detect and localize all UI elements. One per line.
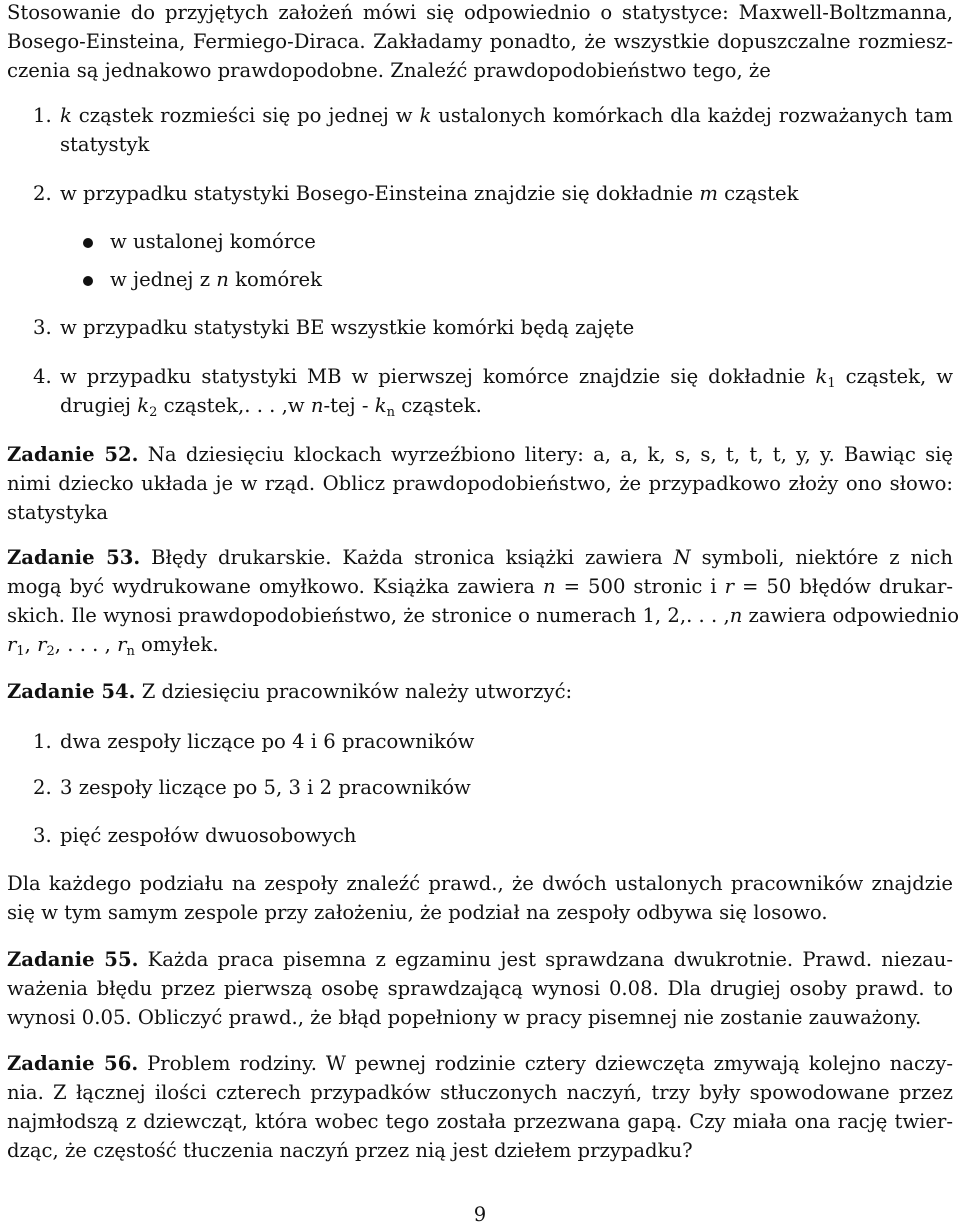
- math-var: k: [137, 394, 150, 417]
- text-run: ,: [24, 633, 38, 656]
- zadanie-53-line: [7, 546, 953, 570]
- page-number: 9: [473, 1203, 487, 1226]
- math-var: N: [673, 546, 691, 569]
- list-number: 3.: [33, 824, 52, 847]
- bullet-item: [110, 268, 322, 292]
- list-number: 1.: [33, 104, 52, 127]
- math-var: k: [419, 104, 432, 127]
- text-run: cząstek, w: [835, 365, 953, 388]
- bullet-item: w ustalonej komórce: [110, 230, 316, 253]
- zadanie-55-line: wynosi 0.05. Obliczyć prawd., że błąd popełniony w pracy pisemnej nie zostanie zauważony.: [7, 1006, 922, 1029]
- text-run: w jednej z: [110, 268, 217, 291]
- text-run: cząstek.: [394, 394, 482, 417]
- list-item-4-line: [60, 365, 953, 389]
- zadanie-53-line: [7, 604, 959, 628]
- text-run: symboli, niektóre z nich: [690, 546, 953, 569]
- text-run: omyłek.: [134, 633, 219, 656]
- list-item-3-line: w przypadku statystyki BE wszystkie komórki będą zajęte: [60, 316, 635, 339]
- list-item-1-line: [60, 104, 953, 128]
- exercise-heading: Zadanie 54.: [7, 680, 136, 703]
- zadanie-54-line: [7, 680, 572, 704]
- math-subscript: 1: [16, 644, 25, 659]
- text-run: drugiej: [60, 394, 138, 417]
- text-run: Problem rodziny. W pewnej rodzinie cztery dziewczęta zmywają kolejno naczy-: [138, 1052, 953, 1075]
- zadanie-54-line: się w tym samym zespole przy założeniu, że podział na zespoły odbywa się losowo.: [7, 901, 828, 924]
- text-run: mogą być wydrukowane omyłkowo. Książka zawiera: [7, 575, 543, 598]
- math-subscript: 2: [46, 644, 55, 659]
- zadanie-56-line: nia. Z łącznej ilości czterech przypadków stłuczonych naczyń, trzy były spowodowane przez: [7, 1081, 953, 1104]
- math-var: n: [216, 268, 229, 291]
- exercise-heading: Zadanie 53.: [7, 546, 141, 569]
- zadanie-56-line: dząc, że częstość tłuczenia naczyń przez nią jest dziełem przypadku?: [7, 1139, 693, 1162]
- text-run: = 50 błędów drukar-: [734, 575, 953, 598]
- math-var: k: [374, 394, 387, 417]
- list-number: 1.: [33, 730, 52, 753]
- text-run: w przypadku statystyki Bosego-Einsteina znajdzie się dokładnie: [60, 182, 700, 205]
- zadanie-56-line: najmłodszą z dziewcząt, która wobec tego została przezwana gapą. Czy miała ona rację twier-: [7, 1110, 953, 1133]
- zadanie-55-line: [7, 948, 953, 972]
- text-run: Na dziesięciu klockach wyrzeźbiono litery: a, a, k, s, s, t, t, t, y, y. Bawiąc się: [138, 443, 953, 466]
- math-var: k: [60, 104, 72, 127]
- text-run: , . . . ,: [54, 633, 118, 656]
- zadanie-56-line: [7, 1052, 953, 1076]
- list-number: 2.: [33, 776, 52, 799]
- math-var: n: [542, 575, 556, 598]
- zadanie-52-line: nimi dziecko układa je w rząd. Oblicz prawdopodobieństwo, że przypadkowo złoży ono słowo:: [7, 472, 953, 495]
- list-item: 3 zespoły liczące po 5, 3 i 2 pracowników: [60, 776, 471, 799]
- text-run: -tej -: [323, 394, 375, 417]
- list-number: 4.: [33, 365, 52, 388]
- exercise-heading: Zadanie 56.: [7, 1052, 139, 1075]
- intro-line: Bosego-Einsteina, Fermiego-Diraca. Zakładamy ponadto, że wszystkie dopuszczalne rozmiesz-: [7, 30, 953, 53]
- text-run: cząstek,. . . ,w: [157, 394, 311, 417]
- text-run: Z dziesięciu pracowników należy utworzyć:: [135, 680, 573, 703]
- zadanie-55-line: ważenia błędu przez pierwszą osobę sprawdzającą wynosi 0.08. Dla drugiej osoby prawd. to: [7, 977, 953, 1000]
- bullet-icon: [83, 238, 93, 248]
- text-run: Błędy drukarskie. Każda stronica książki zawiera: [140, 546, 674, 569]
- list-item: dwa zespoły liczące po 4 i 6 pracowników: [60, 730, 475, 753]
- zadanie-54-line: Dla każdego podziału na zespoły znaleźć prawd., że dwóch ustalonych pracowników znajdzie: [7, 872, 953, 895]
- text-run: = 500 stronic i: [555, 575, 725, 598]
- intro-line: Stosowanie do przyjętych założeń mówi się odpowiednio o statystyce: Maxwell-Boltzmanna,: [7, 1, 953, 24]
- exercise-heading: Zadanie 55.: [7, 948, 139, 971]
- text-run: komórek: [228, 268, 323, 291]
- math-var: r: [7, 633, 17, 656]
- zadanie-53-line: [7, 633, 219, 657]
- math-subscript: n: [386, 405, 395, 420]
- list-item-1-line: statystyk: [60, 133, 150, 156]
- math-var: r: [117, 633, 127, 656]
- math-subscript: 2: [149, 405, 158, 420]
- text-run: ustalonych komórkach dla każdej rozważanych tam: [431, 104, 953, 127]
- list-number: 3.: [33, 316, 52, 339]
- text-run: cząstek rozmieści się po jednej w: [71, 104, 420, 127]
- list-item-2-line: [60, 182, 799, 206]
- text-run: cząstek: [717, 182, 799, 205]
- math-var: n: [729, 604, 743, 627]
- math-var: k: [815, 365, 828, 388]
- math-subscript: n: [126, 644, 135, 659]
- math-var: r: [724, 575, 734, 598]
- intro-line: czenia są jednakowo prawdopodobne. Znaleźć prawdopodobieństwo tego, że: [7, 59, 771, 82]
- text-run: zawiera odpowiednio: [742, 604, 959, 627]
- math-var: m: [699, 182, 718, 205]
- math-var: n: [310, 394, 324, 417]
- math-var: r: [37, 633, 47, 656]
- math-subscript: 1: [827, 376, 836, 391]
- list-item: pięć zespołów dwuosobowych: [60, 824, 357, 847]
- exercise-heading: Zadanie 52.: [7, 443, 139, 466]
- text-run: w przypadku statystyki MB w pierwszej komórce znajdzie się dokładnie: [60, 365, 816, 388]
- zadanie-53-line: [7, 575, 953, 599]
- text-run: skich. Ile wynosi prawdopodobieństwo, że stronice o numerach 1, 2,. . . ,: [7, 604, 730, 627]
- list-item-4-line: [60, 394, 482, 418]
- zadanie-52-line: statystyka: [7, 501, 109, 524]
- zadanie-52-line: [7, 443, 953, 467]
- bullet-icon: [83, 276, 93, 286]
- text-run: Każda praca pisemna z egzaminu jest sprawdzana dwukrotnie. Prawd. niezau-: [138, 948, 953, 971]
- list-number: 2.: [33, 182, 52, 205]
